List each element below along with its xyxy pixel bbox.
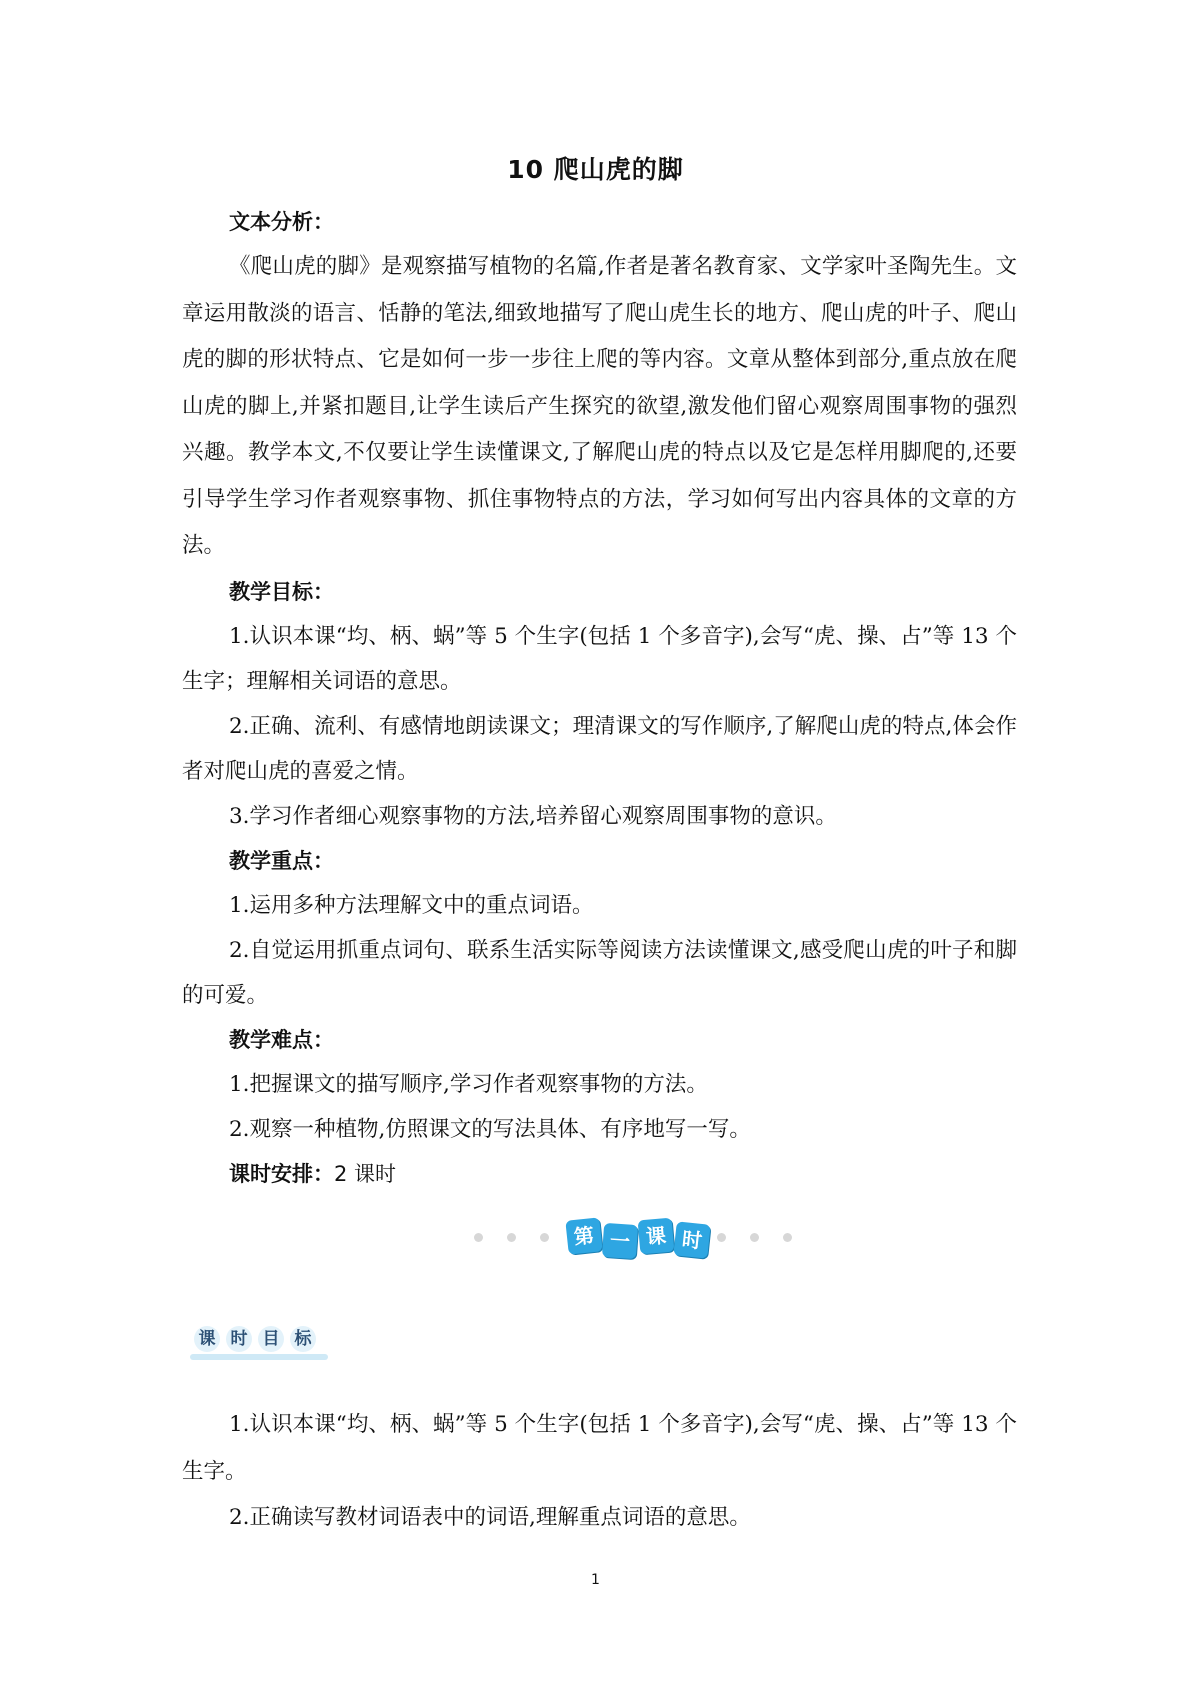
lesson-plan-body (182, 200, 1017, 1196)
section-heading-key-points: 教学重点： (229, 848, 334, 873)
section-heading-text-analysis: 文本分析： (229, 210, 334, 234)
lesson-goal-item: 1.认识本课“均、柄、蜗”等 5 个生字(包括 1 个多音字),会写“虎、操、占”等 13 个生字。 (182, 1412, 1017, 1484)
text-analysis-paragraph: 《爬山虎的脚》是观察描写植物的名篇,作者是著名教育家、文学家叶圣陶先生。文章运用散淡的语言、恬静的笔法,细致地描写了爬山虎生长的地方、爬山虎的叶子、爬山虎的脚的形状特点、它是如何一步一步往上爬的等内容。文章从整体到部分,重点放在爬山虎的脚上,并紧扣题目,让学生读后产生探究的欲望,激发他们留心观察周围事物的强烈兴趣。教学本文,不仅要让学生读懂课文,了解爬山虎的特点以及它是怎样用脚爬的,还要引导学生学习作者观察事物、抓住事物特点的方法，学习如何写出内容具体的文章的方法。 (182, 254, 1017, 558)
goal-tag-underline (190, 1354, 328, 1360)
lesson-badge-char: 第 (565, 1217, 602, 1254)
schedule-line (182, 1152, 1017, 1196)
divider-dot (507, 1233, 516, 1242)
goal-tag-char: 课 (194, 1326, 220, 1352)
lesson-goals-list (182, 1402, 1017, 1542)
divider-dot (474, 1233, 483, 1242)
teaching-goal-item: 2.正确、流利、有感情地朗读课文；理清课文的写作顺序,了解爬山虎的特点,体会作者对爬山虎的喜爱之情。 (182, 713, 1017, 784)
lesson-goals-tag (190, 1326, 328, 1364)
goal-tag-char: 目 (258, 1326, 284, 1352)
schedule-value: 2 课时 (334, 1161, 397, 1186)
divider-dot (750, 1233, 759, 1242)
divider-dot (783, 1233, 792, 1242)
key-point-item: 1.运用多种方法理解文中的重点词语。 (229, 892, 594, 918)
section-heading-difficulties: 教学难点： (229, 1027, 334, 1052)
teaching-goal-item: 1.认识本课“均、柄、蜗”等 5 个生字(包括 1 个多音字),会写“虎、操、占”等 13 个生字；理解相关词语的意思。 (182, 623, 1017, 694)
page-title: 10 爬山虎的脚 (507, 155, 684, 184)
lesson-goal-item: 2.正确读写教材词语表中的词语,理解重点词语的意思。 (229, 1505, 751, 1530)
lesson-divider (0, 1216, 1191, 1258)
difficulty-item: 2.观察一种植物,仿照课文的写法具体、有序地写一写。 (229, 1116, 751, 1142)
divider-dot (540, 1233, 549, 1242)
teaching-goal-item: 3.学习作者细心观察事物的方法,培养留心观察周围事物的意识。 (229, 803, 837, 829)
lesson-badge-char: 课 (638, 1218, 675, 1255)
goal-tag-char: 标 (290, 1326, 316, 1352)
section-heading-teaching-goals: 教学目标： (229, 579, 334, 604)
lesson-badge-char: 一 (602, 1223, 638, 1259)
difficulty-item: 1.把握课文的描写顺序,学习作者观察事物的方法。 (229, 1071, 708, 1097)
goal-tag-char: 时 (226, 1326, 252, 1352)
page-number: 1 (591, 1572, 600, 1588)
schedule-label: 课时安排： (229, 1161, 334, 1186)
divider-dot (717, 1233, 726, 1242)
key-point-item: 2.自觉运用抓重点词句、联系生活实际等阅读方法读懂课文,感受爬山虎的叶子和脚的可爱。 (182, 937, 1017, 1008)
lesson-badge-char: 时 (673, 1221, 710, 1258)
